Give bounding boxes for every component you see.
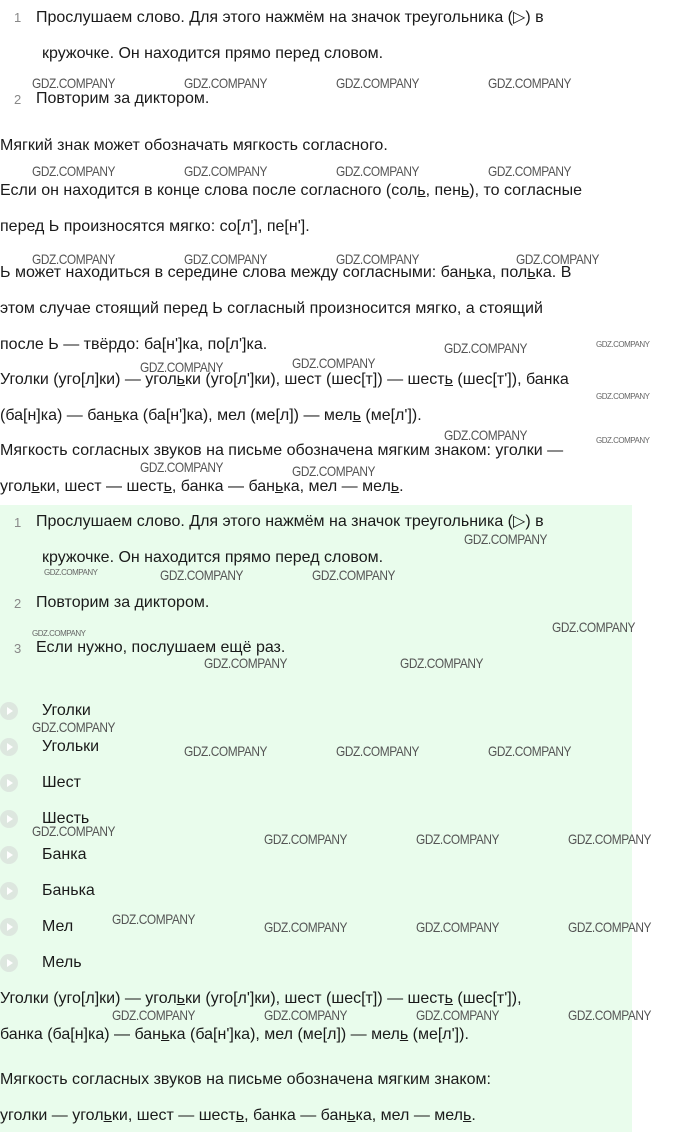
play-icon[interactable] bbox=[0, 738, 18, 756]
play-icon[interactable] bbox=[0, 954, 18, 972]
watermark: GDZ.COMPANY bbox=[488, 75, 572, 91]
theory-line: Мягкий знак может обозначать мягкость согласного. bbox=[0, 137, 388, 154]
step-number: 3 bbox=[14, 641, 22, 656]
watermark: GDZ.COMPANY bbox=[416, 1007, 500, 1023]
instruction-text: кружочке. Он находится прямо перед словом. bbox=[42, 45, 384, 62]
step-number: 2 bbox=[14, 596, 22, 611]
theory-line: угольки, шест — шесть, банка — банька, мел — мель. bbox=[0, 478, 404, 495]
watermark: GDZ.COMPANY bbox=[160, 567, 244, 583]
theory-line: Ь может находиться в середине слова между согласными: банька, полька. В bbox=[0, 264, 572, 281]
watermark: GDZ.COMPANY bbox=[292, 355, 376, 371]
watermark: GDZ.COMPANY bbox=[32, 629, 86, 638]
watermark: GDZ.COMPANY bbox=[336, 743, 420, 759]
watermark: GDZ.COMPANY bbox=[32, 823, 116, 839]
watermark: GDZ.COMPANY bbox=[264, 831, 348, 847]
watermark: GDZ.COMPANY bbox=[32, 163, 116, 179]
watermark: GDZ.COMPANY bbox=[464, 531, 548, 547]
watermark: GDZ.COMPANY bbox=[32, 75, 116, 91]
watermark: GDZ.COMPANY bbox=[568, 831, 652, 847]
instruction-text: Прослушаем слово. Для этого нажмём на значок треугольника (▷) в bbox=[36, 513, 544, 530]
watermark: GDZ.COMPANY bbox=[292, 463, 376, 479]
step-number: 1 bbox=[14, 10, 22, 25]
watermark: GDZ.COMPANY bbox=[140, 459, 224, 475]
watermark: GDZ.COMPANY bbox=[416, 831, 500, 847]
audio-word: Мель bbox=[42, 954, 82, 971]
watermark: GDZ.COMPANY bbox=[112, 911, 196, 927]
theory-line: Уголки (уго[л]ки) — угольки (уго[л']ки), шест (шес[т]) — шесть (шес[т']), банка bbox=[0, 371, 569, 388]
watermark: GDZ.COMPANY bbox=[32, 251, 116, 267]
play-icon[interactable] bbox=[0, 810, 18, 828]
step-number: 2 bbox=[14, 92, 22, 107]
watermark: GDZ.COMPANY bbox=[264, 1007, 348, 1023]
answer-line: Уголки (уго[л]ки) — угольки (уго[л']ки), шест (шес[т]) — шесть (шес[т']), bbox=[0, 990, 522, 1007]
watermark: GDZ.COMPANY bbox=[488, 163, 572, 179]
answer-line: Мягкость согласных звуков на письме обозначена мягким знаком: bbox=[0, 1071, 491, 1088]
audio-word: Мел bbox=[42, 918, 74, 935]
play-icon[interactable] bbox=[0, 918, 18, 936]
watermark: GDZ.COMPANY bbox=[184, 163, 268, 179]
audio-word: Банка bbox=[42, 846, 87, 863]
audio-word: Угольки bbox=[42, 738, 100, 755]
watermark: GDZ.COMPANY bbox=[516, 251, 600, 267]
play-icon[interactable] bbox=[0, 774, 18, 792]
instruction-text: кружочке. Он находится прямо перед словом. bbox=[42, 549, 384, 566]
watermark: GDZ.COMPANY bbox=[44, 568, 98, 577]
instruction-text: Повторим за диктором. bbox=[36, 90, 210, 107]
audio-word: Банька bbox=[42, 882, 95, 899]
audio-word: Уголки bbox=[42, 702, 91, 719]
watermark: GDZ.COMPANY bbox=[112, 1007, 196, 1023]
watermark: GDZ.COMPANY bbox=[204, 655, 288, 671]
watermark: GDZ.COMPANY bbox=[596, 340, 650, 349]
instruction-text: Если нужно, послушаем ещё раз. bbox=[36, 639, 286, 656]
watermark: GDZ.COMPANY bbox=[264, 919, 348, 935]
theory-line: (ба[н]ка) — банька (ба[н']ка), мел (ме[л]) — мель (ме[л']). bbox=[0, 407, 422, 424]
watermark: GDZ.COMPANY bbox=[568, 919, 652, 935]
watermark: GDZ.COMPANY bbox=[596, 392, 650, 401]
audio-word: Шест bbox=[42, 774, 81, 791]
play-icon[interactable] bbox=[0, 702, 18, 720]
watermark: GDZ.COMPANY bbox=[336, 75, 420, 91]
watermark: GDZ.COMPANY bbox=[140, 359, 224, 375]
instruction-text: Прослушаем слово. Для этого нажмём на значок треугольника (▷) в bbox=[36, 9, 544, 26]
watermark: GDZ.COMPANY bbox=[336, 163, 420, 179]
answer-line: уголки — угольки, шест — шесть, банка — банька, мел — мель. bbox=[0, 1107, 476, 1124]
theory-line: Если он находится в конце слова после согласного (соль, пень), то согласные bbox=[0, 182, 583, 199]
step-number: 1 bbox=[14, 515, 22, 530]
watermark: GDZ.COMPANY bbox=[32, 719, 116, 735]
answer-line: банка (ба[н]ка) — банька (ба[н']ка), мел (ме[л]) — мель (ме[л']). bbox=[0, 1026, 469, 1043]
watermark: GDZ.COMPANY bbox=[444, 427, 528, 443]
theory-line: после Ь — твёрдо: ба[н']ка, по[л']ка. bbox=[0, 336, 268, 353]
audio-word: Шесть bbox=[42, 810, 90, 827]
play-icon[interactable] bbox=[0, 882, 18, 900]
watermark: GDZ.COMPANY bbox=[336, 251, 420, 267]
watermark: GDZ.COMPANY bbox=[552, 619, 636, 635]
watermark: GDZ.COMPANY bbox=[184, 251, 268, 267]
watermark: GDZ.COMPANY bbox=[184, 743, 268, 759]
theory-line: этом случае стоящий перед Ь согласный произносится мягко, а стоящий bbox=[0, 300, 543, 317]
watermark: GDZ.COMPANY bbox=[184, 75, 268, 91]
watermark: GDZ.COMPANY bbox=[596, 436, 650, 445]
watermark: GDZ.COMPANY bbox=[400, 655, 484, 671]
watermark: GDZ.COMPANY bbox=[488, 743, 572, 759]
watermark: GDZ.COMPANY bbox=[416, 919, 500, 935]
watermark: GDZ.COMPANY bbox=[444, 340, 528, 356]
theory-line: Мягкость согласных звуков на письме обозначена мягким знаком: уголки — bbox=[0, 442, 564, 459]
watermark: GDZ.COMPANY bbox=[312, 567, 396, 583]
watermark: GDZ.COMPANY bbox=[568, 1007, 652, 1023]
theory-line: перед Ь произносятся мягко: со[л'], пе[н']. bbox=[0, 218, 310, 235]
play-icon[interactable] bbox=[0, 846, 18, 864]
instruction-text: Повторим за диктором. bbox=[36, 594, 210, 611]
